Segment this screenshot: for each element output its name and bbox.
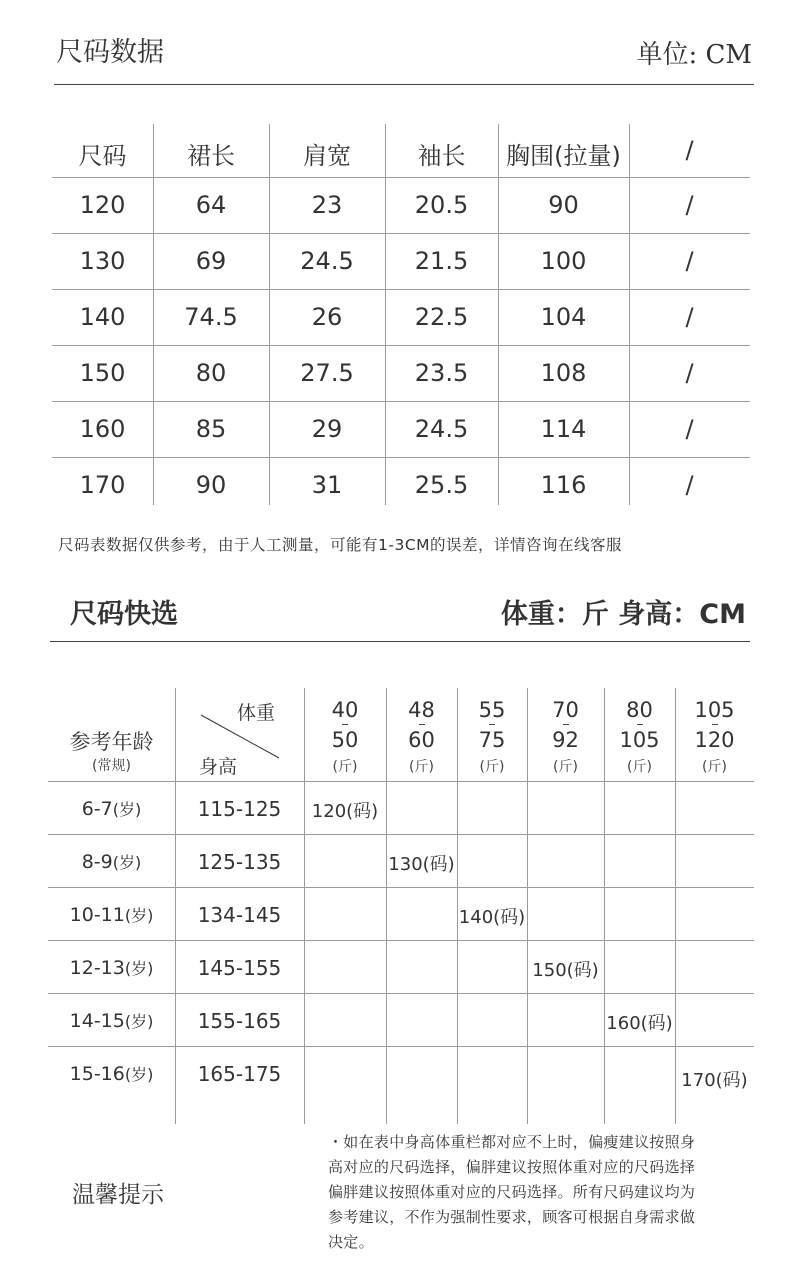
size-table-cell: 25.5 [414,471,469,499]
size-table-header-cell: 尺码 [78,142,127,170]
age-cell [48,1009,175,1032]
quick-select-unit: 体重：斤 身高：CM [500,599,746,630]
age-cell [48,850,175,873]
size-table-cell: / [685,415,694,443]
size-data-title: 尺码数据 [56,37,164,68]
recommended-size-cell: 160(码) [606,1013,673,1034]
age-value: 6-7 [81,798,113,820]
size-table-cell: 24.5 [300,247,354,275]
quick-table-vline [675,688,676,1124]
weight-range-dash [563,724,569,725]
weight-unit: (斤) [332,759,358,775]
quick-select-title: 尺码快选 [70,599,178,630]
weight-range-low: 105 [694,698,735,722]
tips-line: ・如在表中身高体重栏都对应不上时，偏瘦建议按照身 [328,1133,696,1151]
age-value: 15-16 [69,1063,125,1085]
size-table-cell: 120 [79,191,126,219]
weight-unit: (斤) [702,759,727,775]
age-cell [48,1062,175,1085]
size-table-cell: / [685,359,694,387]
size-table-hline [52,345,750,346]
size-data-divider [54,84,754,85]
height-range-cell: 165-175 [197,1062,282,1086]
age-value: 10-11 [69,904,125,926]
weight-range-high: 92 [552,728,579,752]
size-table-cell: / [685,247,694,275]
size-table-cell: 24.5 [414,415,469,443]
quick-select-divider [50,641,750,642]
size-table-header-cell: 肩宽 [303,142,351,170]
weight-range-low: 55 [478,698,506,722]
age-unit: (岁) [112,800,142,819]
size-table-cell: 27.5 [300,359,354,387]
age-unit: (岁) [112,853,142,872]
size-table-cell: 69 [195,247,227,275]
age-cell [48,903,175,926]
age-header-sub: (常规) [92,758,131,774]
size-table-cell: 130 [79,247,126,275]
size-table-header-cell: 裙长 [187,142,235,170]
height-range-cell: 145-155 [197,956,282,980]
size-table-cell: 116 [540,471,587,499]
size-table-cell: 74.5 [184,303,238,331]
weight-range-high: 105 [619,728,660,752]
size-table-header-cell: 胸围(拉量) [506,142,621,170]
size-table-cell: 150 [79,359,126,387]
size-table-cell: 140 [79,303,126,331]
weight-range-dash [489,724,495,725]
size-table-cell: 104 [540,303,587,331]
age-unit: (岁) [124,906,154,925]
size-table-cell: / [685,191,694,219]
recommended-size-cell: 130(码) [388,854,455,875]
size-table-cell: 90 [195,471,227,499]
age-unit: (岁) [124,1065,154,1084]
size-table-cell: 100 [540,247,587,275]
size-table-cell: / [685,303,694,331]
weight-unit: (斤) [553,759,578,775]
size-table-cell: 23 [311,191,343,219]
size-table-cell: 26 [311,303,343,331]
height-range-cell: 125-135 [197,850,282,874]
size-table-note: 尺码表数据仅供参考，由于人工测量，可能有1-3CM的误差，详情咨询在线客服 [58,536,623,554]
weight-unit: (斤) [627,759,652,775]
quick-table-hline [48,993,754,994]
tips-line: 决定。 [328,1233,374,1251]
recommended-size-cell: 170(码) [681,1070,748,1091]
size-table-cell: 85 [195,415,227,443]
quick-table-hline [48,781,754,782]
size-table-cell: 108 [540,359,587,387]
tips-line: 参考建议，不作为强制性要求，顾客可根据自身需求做 [328,1208,696,1226]
size-table-cell: 80 [195,359,227,387]
size-table-hline [52,457,750,458]
weight-range-low: 40 [331,698,359,722]
weight-range-dash [419,724,425,725]
recommended-size-cell: 150(码) [532,960,599,981]
weight-range-dash [712,724,718,725]
quick-table-vline [527,688,528,1124]
size-table-cell: 114 [540,415,587,443]
quick-table-hline [48,834,754,835]
size-table-cell: 20.5 [414,191,469,219]
size-table-cell: 160 [79,415,126,443]
quick-table-vline [304,688,305,1124]
size-table-cell: 31 [311,471,343,499]
size-table-cell: 21.5 [414,247,469,275]
size-table-hline [52,177,750,178]
weight-unit: (斤) [409,759,434,775]
age-unit: (岁) [124,1012,154,1031]
weight-range-low: 80 [626,698,653,722]
age-cell [48,956,175,979]
age-value: 14-15 [69,1010,125,1032]
tips-title: 温馨提示 [72,1182,164,1208]
weight-range-low: 48 [408,698,435,722]
weight-range-high: 120 [694,728,735,752]
age-header: 参考年龄 [69,730,154,754]
tips-line: 高对应的尺码选择，偏胖建议按照体重对应的尺码选择 [328,1158,696,1176]
weight-range-high: 75 [478,728,506,752]
size-table-hline [52,233,750,234]
size-table-hline [52,289,750,290]
height-range-cell: 115-125 [197,797,282,821]
weight-range-dash [637,724,643,725]
weight-range-high: 60 [408,728,435,752]
height-range-cell: 134-145 [197,903,282,927]
size-table-cell: 23.5 [414,359,469,387]
age-value: 8-9 [81,851,113,873]
weight-range-low: 70 [552,698,579,722]
size-table-header-cell: / [685,136,694,164]
recommended-size-cell: 140(码) [458,907,526,928]
size-table-cell: 22.5 [414,303,469,331]
size-table-cell: 64 [195,191,227,219]
quick-table-hline [48,940,754,941]
weight-range-dash [342,724,348,725]
size-table-cell: 29 [311,415,343,443]
size-table-cell: / [685,471,694,499]
size-table-cell: 90 [548,191,579,219]
size-table-cell: 170 [79,471,126,499]
tips-body [328,1130,695,1255]
size-table-header-cell: 袖长 [417,142,466,170]
height-range-cell: 155-165 [197,1009,282,1033]
weight-unit: (斤) [479,759,505,775]
size-table-hline [52,401,750,402]
quick-table-hline [48,1046,754,1047]
quick-table-hline [48,887,754,888]
age-unit: (岁) [124,959,154,978]
size-data-unit: 单位: CM [636,40,752,70]
quick-table-vline [386,688,387,1124]
quick-table-vline [604,688,605,1124]
tips-line: 偏胖建议按照体重对应的尺码选择。所有尺码建议均为 [328,1183,696,1201]
weight-range-high: 50 [331,728,359,752]
recommended-size-cell: 120(码) [311,801,379,822]
age-value: 12-13 [69,957,125,979]
weight-label: 体重 [237,702,276,724]
age-cell [48,797,175,820]
height-label: 身高 [199,756,238,778]
